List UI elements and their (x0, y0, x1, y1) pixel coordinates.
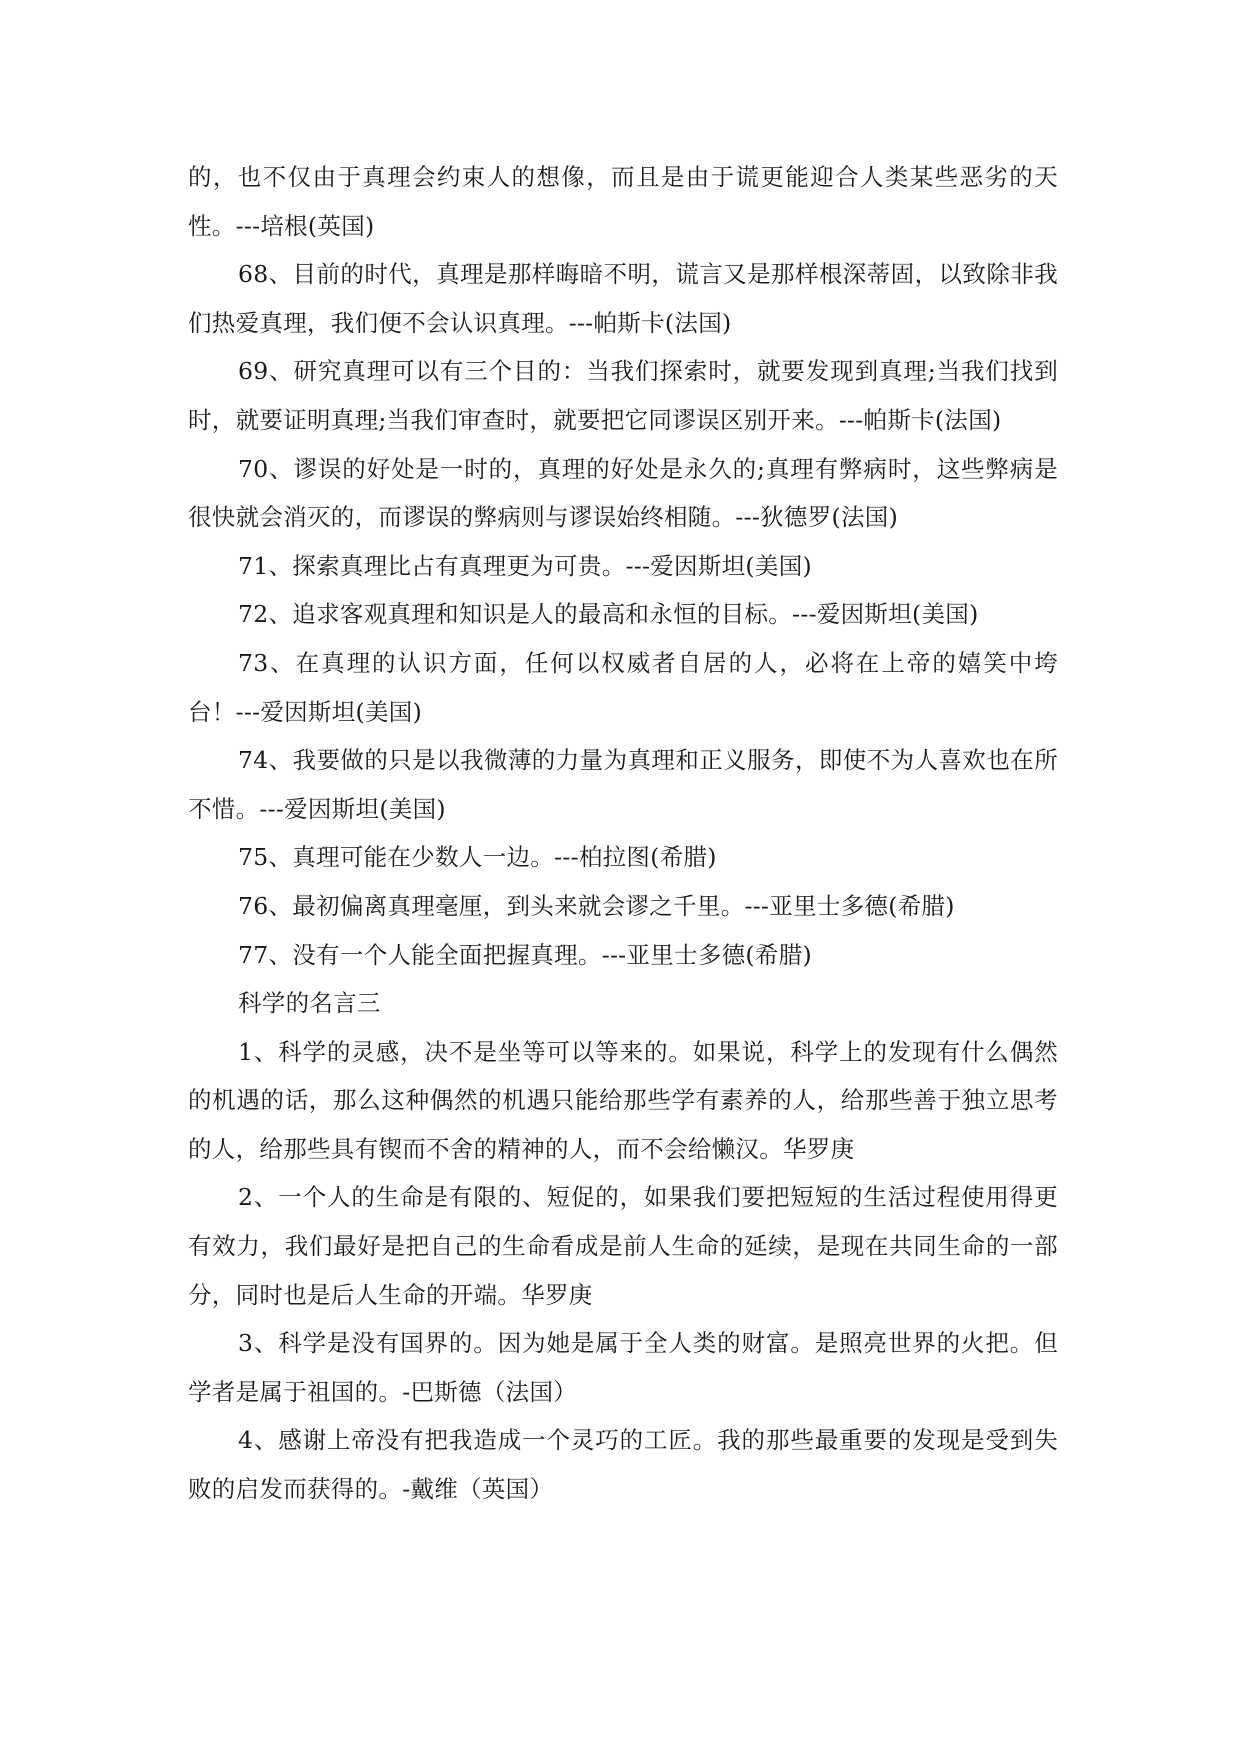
paragraph: 2、一个人的生命是有限的、短促的，如果我们要把短短的生活过程使用得更有效力，我们最好是把自己的生命看成是前人生命的延续，是现在共同生命的一部分，同时也是后人生命的开端。华罗庚 (188, 1183, 1058, 1309)
paragraph: 77、没有一个人能全面把握真理。---亚里士多德(希腊) (238, 940, 812, 969)
paragraph: 68、目前的时代，真理是那样晦暗不明，谎言又是那样根深蒂固，以致除非我们热爱真理，我们便不会认识真理。---帕斯卡(法国) (188, 260, 1058, 337)
paragraph: 70、谬误的好处是一时的，真理的好处是永久的;真理有弊病时，这些弊病是很快就会消灭的，而谬误的弊病则与谬误始终相随。---狄德罗(法国) (188, 454, 1058, 532)
paragraph: 74、我要做的只是以我微薄的力量为真理和正义服务，即使不为人喜欢也在所不惜。---爱因斯坦(美国) (188, 746, 1058, 823)
paragraph: 1、科学的灵感，决不是坐等可以等来的。如果说，科学上的发现有什么偶然的机遇的话，那么这种偶然的机遇只能给那些学有素养的人，给那些善于独立思考的人，给那些具有锲而不舍的精神的人，而不会给懒汉。华罗庚 (188, 1037, 1058, 1163)
paragraph: 的，也不仅由于真理会约束人的想像，而且是由于谎更能迎合人类某些恶劣的天性。---培根(英国) (188, 163, 1058, 240)
section-heading: 科学的名言三 (238, 989, 381, 1018)
paragraph: 71、探索真理比占有真理更为可贵。---爱因斯坦(美国) (238, 551, 812, 580)
paragraph: 75、真理可能在少数人一边。---柏拉图(希腊) (238, 843, 717, 872)
paragraph: 3、科学是没有国界的。因为她是属于全人类的财富。是照亮世界的火把。但学者是属于祖国的。-巴斯德（法国） (188, 1329, 1058, 1406)
paragraph: 72、追求客观真理和知识是人的最高和永恒的目标。---爱因斯坦(美国) (238, 600, 979, 629)
document-body (188, 153, 1058, 1514)
paragraph: 4、感谢上帝没有把我造成一个灵巧的工匠。我的那些最重要的发现是受到失败的启发而获得的。-戴维（英国） (188, 1426, 1058, 1504)
paragraph: 76、最初偏离真理毫厘，到头来就会谬之千里。---亚里士多德(希腊) (238, 891, 955, 920)
paragraph: 69、研究真理可以有三个目的：当我们探索时，就要发现到真理;当我们找到时，就要证明真理;当我们审查时，就要把它同谬误区别开来。---帕斯卡(法国) (188, 357, 1058, 434)
paragraph: 73、在真理的认识方面，任何以权威者自居的人，必将在上帝的嬉笑中垮台！---爱因斯坦(美国) (188, 648, 1058, 726)
